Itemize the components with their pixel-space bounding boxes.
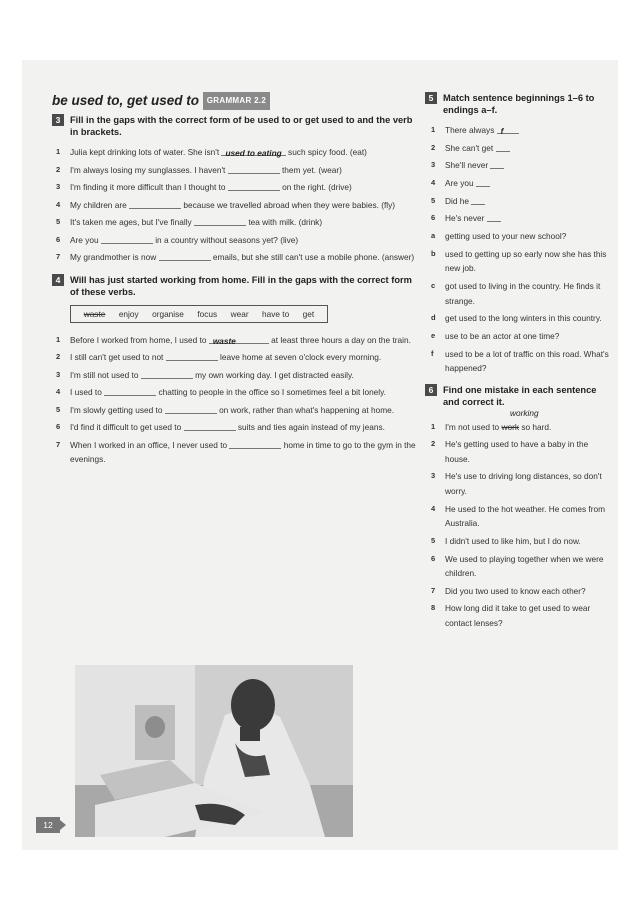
- match-gap[interactable]: [476, 177, 490, 187]
- answer-gap[interactable]: [159, 251, 211, 261]
- exercise-3-number: 3: [52, 114, 64, 126]
- exercise-6-item: 8 How long did it take to get used to wear contact lenses?: [431, 603, 591, 628]
- exercise-5-ending: c got used to living in the country. He finds it strange.: [431, 281, 601, 306]
- exercise-6-item: 5 I didn't used to like him, but I do now.: [431, 535, 581, 546]
- exercise-4-instruction: 4 Will has just started working from home. Fill in the gaps with the correct form of these verbs.: [52, 274, 417, 298]
- word-item: have to: [262, 308, 290, 319]
- word-item: enjoy: [118, 308, 139, 319]
- exercise-4-number: 4: [52, 274, 64, 286]
- page-number: 12: [36, 817, 60, 833]
- word-box: [70, 305, 328, 323]
- answer-gap[interactable]: [228, 181, 280, 191]
- exercise-3-item: 6 Are you in a country without seasons yet? (live): [56, 234, 299, 245]
- exercise-3-item: 5 It's taken me ages, but I've finally tea with milk. (drink): [56, 217, 323, 227]
- left-column: [52, 92, 417, 470]
- exercise-5-beginning: 5 Did he: [425, 194, 615, 209]
- grammar-badge: GRAMMAR 2.2: [203, 92, 270, 110]
- answer-gap[interactable]: [228, 164, 280, 174]
- exercise-3-item: 7 My grandmother is now emails, but she still can't use a mobile phone. (answer): [56, 252, 415, 262]
- exercise-4-item: 4 I used to chatting to people in the office so I sometimes feel a bit lonely.: [56, 387, 386, 397]
- right-column: [425, 92, 615, 634]
- exercise-5-ending: d get used to the long winters in this country.: [431, 313, 602, 324]
- exercise-4-item: 7 When I worked in an office, I never used to home in time to go to the gym in the evenings.: [56, 439, 416, 464]
- section-title: [52, 92, 417, 110]
- answer-gap[interactable]: [229, 439, 281, 449]
- match-gap[interactable]: [471, 195, 485, 205]
- answer-gap[interactable]: [101, 234, 153, 244]
- word-item: focus: [197, 308, 218, 319]
- answer-gap[interactable]: [129, 199, 181, 209]
- exercise-5-beginning: 6 He's never: [425, 211, 615, 226]
- word-item: organise: [152, 308, 184, 319]
- match-gap[interactable]: [487, 212, 501, 222]
- exercise-3-item: 1 Julia kept drinking lots of water. She isn't used to eating such spicy food. (eat): [56, 147, 367, 158]
- exercise-4-item: 3 I'm still not used to my own working day. I get distracted easily.: [56, 369, 354, 380]
- workbook-page: [22, 60, 618, 850]
- correction-line: [425, 407, 615, 420]
- answer-gap[interactable]: [184, 421, 236, 431]
- exercise-5-beginning: 1 There always f: [425, 123, 615, 138]
- exercise-4-item: 2 I still can't get used to not leave home at seven o'clock every morning.: [56, 352, 382, 362]
- section-title-text: be used to, get used to: [52, 93, 200, 108]
- exercise-4-item: 1 Before I worked from home, I used to waste at least three hours a day on the train.: [56, 334, 411, 346]
- match-gap[interactable]: f: [497, 124, 519, 134]
- word-item: get: [302, 308, 315, 319]
- exercise-5-ending: b used to getting up so early now she has this new job.: [431, 248, 607, 274]
- answer-gap[interactable]: [166, 351, 218, 361]
- match-gap[interactable]: [496, 142, 510, 152]
- photo-illustration: [75, 665, 353, 837]
- exercise-5-beginning: 4 Are you: [425, 176, 615, 191]
- word-item: wear: [230, 308, 249, 319]
- exercise-6-number: 6: [425, 384, 437, 396]
- struck-word: work: [501, 421, 520, 432]
- exercise-6-item: 7 Did you two used to know each other?: [431, 585, 586, 596]
- exercise-5-beginning: 3 She'll never: [425, 158, 615, 173]
- exercise-3-item: 3 I'm finding it more difficult than I thought to on the right. (drive): [56, 182, 352, 192]
- word-item: waste: [83, 308, 106, 319]
- answer-gap[interactable]: used to eating: [221, 146, 285, 156]
- exercise-6-item: 2 He's getting used to have a baby in the house.: [431, 439, 589, 464]
- exercise-6-item: 6 We used to playing together when we were children.: [431, 553, 604, 578]
- exercise-3-instruction: 3 Fill in the gaps with the correct form of be used to or get used to and the verb in brackets.: [52, 114, 417, 138]
- correction-text: working: [510, 407, 539, 418]
- answer-gap[interactable]: [194, 216, 246, 226]
- exercise-4-item: 5 I'm slowly getting used to on work, rather than what's happening at home.: [56, 404, 395, 415]
- exercise-5-ending: e use to be an actor at one time?: [431, 330, 560, 341]
- exercise-5-ending: a getting used to your new school?: [431, 231, 567, 242]
- answer-gap[interactable]: [104, 386, 156, 396]
- exercise-6-item: 1 I'm not used to work so hard.: [431, 421, 552, 432]
- exercise-4-item: 6 I'd find it difficult to get used to suits and ties again instead of my jeans.: [56, 422, 385, 432]
- match-gap[interactable]: [490, 159, 504, 169]
- exercise-5-beginning: 2 She can't get: [425, 141, 615, 156]
- exercise-5-number: 5: [425, 92, 437, 104]
- exercise-3-item: 2 I'm always losing my sunglasses. I haven't them yet. (wear): [56, 164, 342, 175]
- exercise-5-instruction: 5 Match sentence beginnings 1–6 to endings a–f.: [425, 92, 615, 116]
- answer-gap[interactable]: [165, 404, 217, 414]
- answer-gap[interactable]: waste: [209, 334, 269, 344]
- answer-gap[interactable]: [141, 369, 193, 379]
- exercise-3-item: 4 My children are because we travelled abroad when they were babies. (fly): [56, 199, 396, 210]
- exercise-6-item: 3 He's use to driving long distances, so don't worry.: [431, 471, 602, 496]
- exercise-6-instruction: 6 Find one mistake in each sentence and correct it.: [425, 384, 615, 408]
- photo-man-at-laptop: [75, 665, 353, 837]
- exercise-6-item: 4 He used to the hot weather. He comes from Australia.: [431, 503, 606, 529]
- exercise-5-ending: f used to be a lot of traffic on this road. What's happened?: [431, 348, 609, 374]
